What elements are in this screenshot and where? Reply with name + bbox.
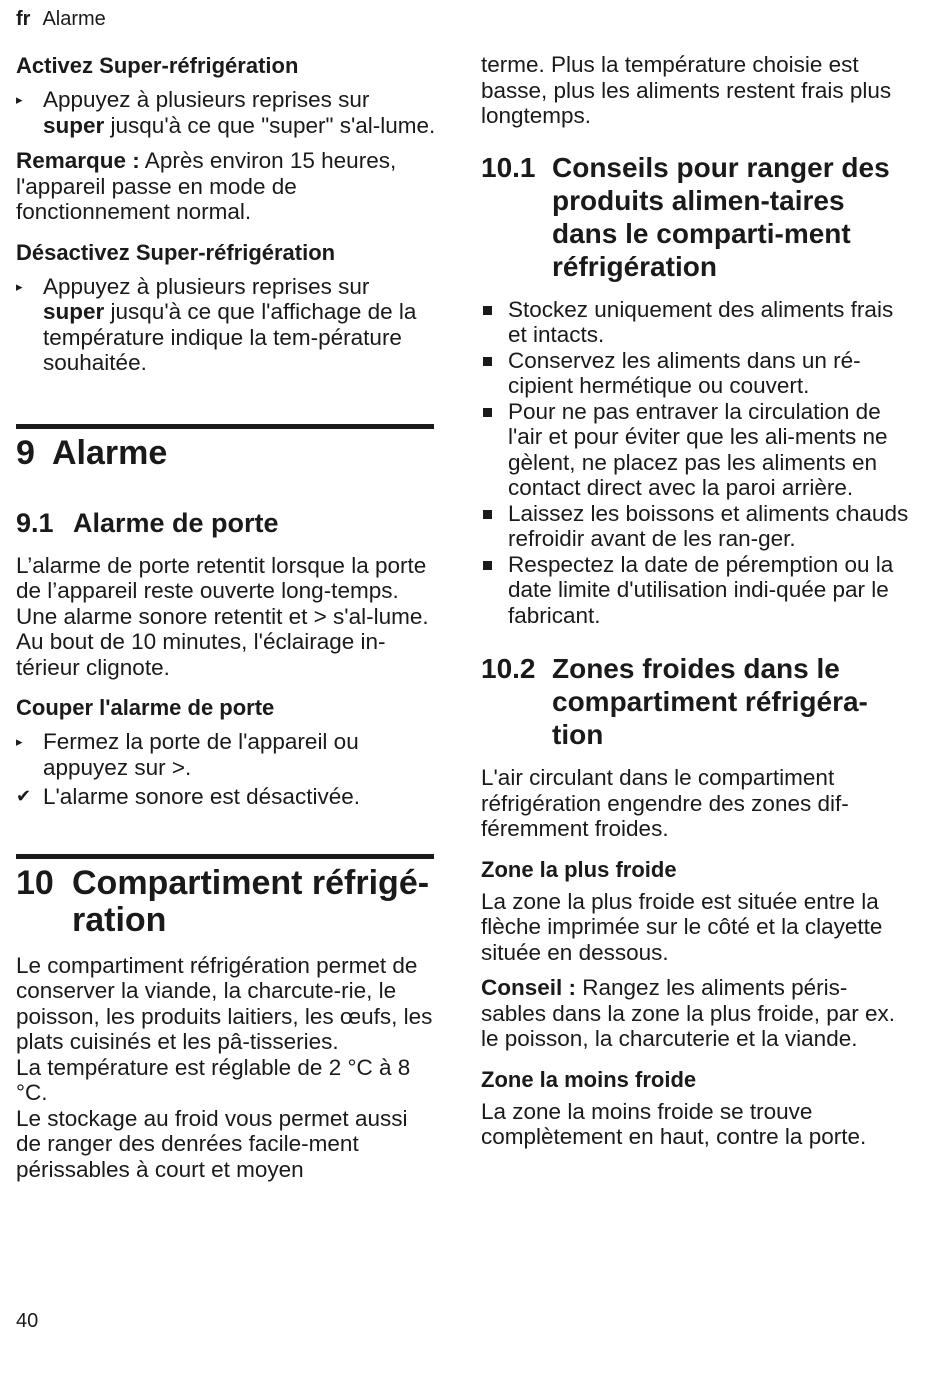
deactivate-heading: Désactivez Super-réfrigération [16, 239, 336, 265]
fridge-intro-1: Le compartiment réfrigération permet de conserver la viande, la charcute-rie, le poisson, les produits laitiers, les œufs, les plats cuisinés et les pâ-tisseries. [16, 952, 433, 1054]
continued-text: terme. Plus la température choisie est basse, plus les aliments restent frais plus longtemps. [481, 52, 892, 128]
cut-alarm-result: ✔ L'alarme sonore est désactivée. [16, 784, 360, 809]
list-item: Pour ne pas entraver la circulation de l'air et pour éviter que les ali-ments ne gèlent, ne placez pas les aliments en contact direct avec la paroi arrière. [481, 399, 911, 501]
activate-step: ▸ Appuyez à plusieurs reprises sur super jusqu'à ce que "super" s'al-lume. [16, 87, 436, 138]
cut-alarm-heading: Couper l'alarme de porte [16, 695, 275, 720]
fridge-intro-2: La température est réglable de 2 °C à 8 °C. [16, 1054, 411, 1105]
list-item: Conservez les aliments dans un ré-cipient hermétique ou couvert. [481, 348, 911, 399]
door-alarm-text-3: Au bout de 10 minutes, l'éclairage in-térieur clignote. [16, 629, 386, 680]
door-alarm-text-1: L’alarme de porte retentit lorsque la porte de l’appareil reste ouverte long-temps. [16, 552, 427, 603]
cut-alarm-step: ▸ Fermez la porte de l'appareil ou appuyez sur >. [16, 729, 359, 780]
deactivate-steps [16, 274, 436, 376]
step-arrow-icon: ▸ [16, 734, 23, 749]
deactivate-step: ▸ Appuyez à plusieurs reprises sur super jusqu'à ce que l'affichage de la température indique la tem-pérature souhaitée. [16, 273, 417, 375]
note-paragraph: Remarque : Après environ 15 heures, l'appareil passe en mode de fonctionnement normal. [16, 148, 397, 224]
chapter-rule [16, 424, 434, 429]
list-item: Respectez la date de péremption ou la date limite d'utilisation indi-quée par le fabricant. [481, 552, 911, 629]
activate-steps [16, 87, 436, 138]
chapter-10-heading: 10 Compartiment réfrigé-ration [16, 863, 430, 939]
activate-heading: Activez Super-réfrigération [16, 53, 299, 78]
coldest-zone-text: La zone la plus froide est située entre la flèche imprimée sur le côté et la clayette située en dessous. [481, 888, 883, 965]
page-header [16, 7, 106, 31]
cold-zones-text: L'air circulant dans le compartiment réfrigération engendre des zones dif-féremment froides. [481, 765, 849, 841]
fridge-intro-3: Le stockage au froid vous permet aussi de ranger des denrées facile-ment périssables à court et moyen [16, 1105, 408, 1182]
section-10-2-heading: 10.2 Zones froides dans le compartiment réfrigéra-tion [481, 653, 868, 750]
least-cold-zone-heading: Zone la moins froide [481, 1066, 697, 1092]
list-item: Laissez les boissons et aliments chauds refroidir avant de les ran-ger. [481, 501, 911, 552]
step-arrow-icon: ▸ [16, 278, 23, 294]
step-arrow-icon: ▸ [16, 92, 23, 107]
checkmark-icon: ✔ [16, 786, 32, 806]
least-cold-zone-text: La zone la moins froide se trouve complètement en haut, contre la porte. [481, 1098, 867, 1149]
left-column [16, 52, 436, 1182]
door-alarm-text-2: Une alarme sonore retentit et > s'al-lume. [16, 603, 429, 629]
section-9-1-heading: 9.1 Alarme de porte [16, 507, 279, 538]
storage-tips-list [481, 297, 911, 629]
header-section: Alarme [42, 8, 106, 30]
language-code: fr [16, 8, 31, 30]
page-number: 40 [16, 1310, 39, 1332]
section-10-1-heading: 10.1 Conseils pour ranger des produits alimen-taires dans le comparti-ment réfrigération [481, 151, 890, 282]
list-item: Stockez uniquement des aliments frais et intacts. [481, 297, 911, 348]
chapter-rule [16, 854, 434, 859]
cut-alarm-steps [16, 729, 436, 810]
tip-paragraph: Conseil : Rangez les aliments péris-sables dans la zone la plus froide, par ex. le poisson, la charcuterie et la viande. [481, 975, 895, 1051]
chapter-9-heading: 9 Alarme [16, 433, 168, 472]
right-column [481, 52, 911, 1150]
coldest-zone-heading: Zone la plus froide [481, 856, 677, 882]
